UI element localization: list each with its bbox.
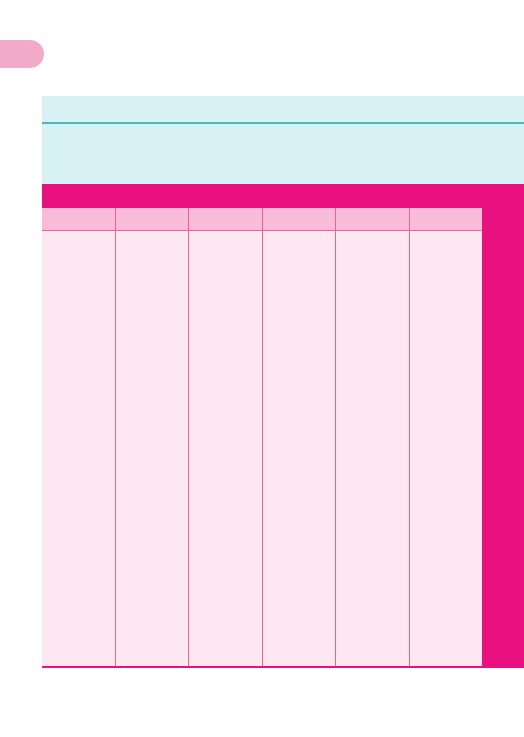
- grade-column-body: [336, 231, 409, 243]
- grade-column-heading: [336, 208, 409, 231]
- indicator-grid: [42, 208, 482, 666]
- grade-column: [263, 208, 337, 666]
- grade-column-body: [189, 231, 262, 243]
- grade-column-body: [116, 231, 189, 243]
- page-number: [0, 40, 44, 68]
- strand-title-bar: [42, 96, 524, 124]
- grade-column-body: [263, 231, 336, 243]
- grade-column: [189, 208, 263, 666]
- grade-column: [42, 208, 116, 666]
- grade-column: [410, 208, 483, 666]
- grade-column-body: [410, 231, 483, 243]
- grade-column-heading: [263, 208, 336, 231]
- indicator-table-title: [42, 184, 524, 208]
- grade-column-heading: [410, 208, 483, 231]
- grade-column: [336, 208, 410, 666]
- grade-column-body: [42, 231, 115, 243]
- grade-column-heading: [116, 208, 189, 231]
- grade-column: [116, 208, 190, 666]
- grade-column-heading: [42, 208, 115, 231]
- grade-column-heading: [189, 208, 262, 231]
